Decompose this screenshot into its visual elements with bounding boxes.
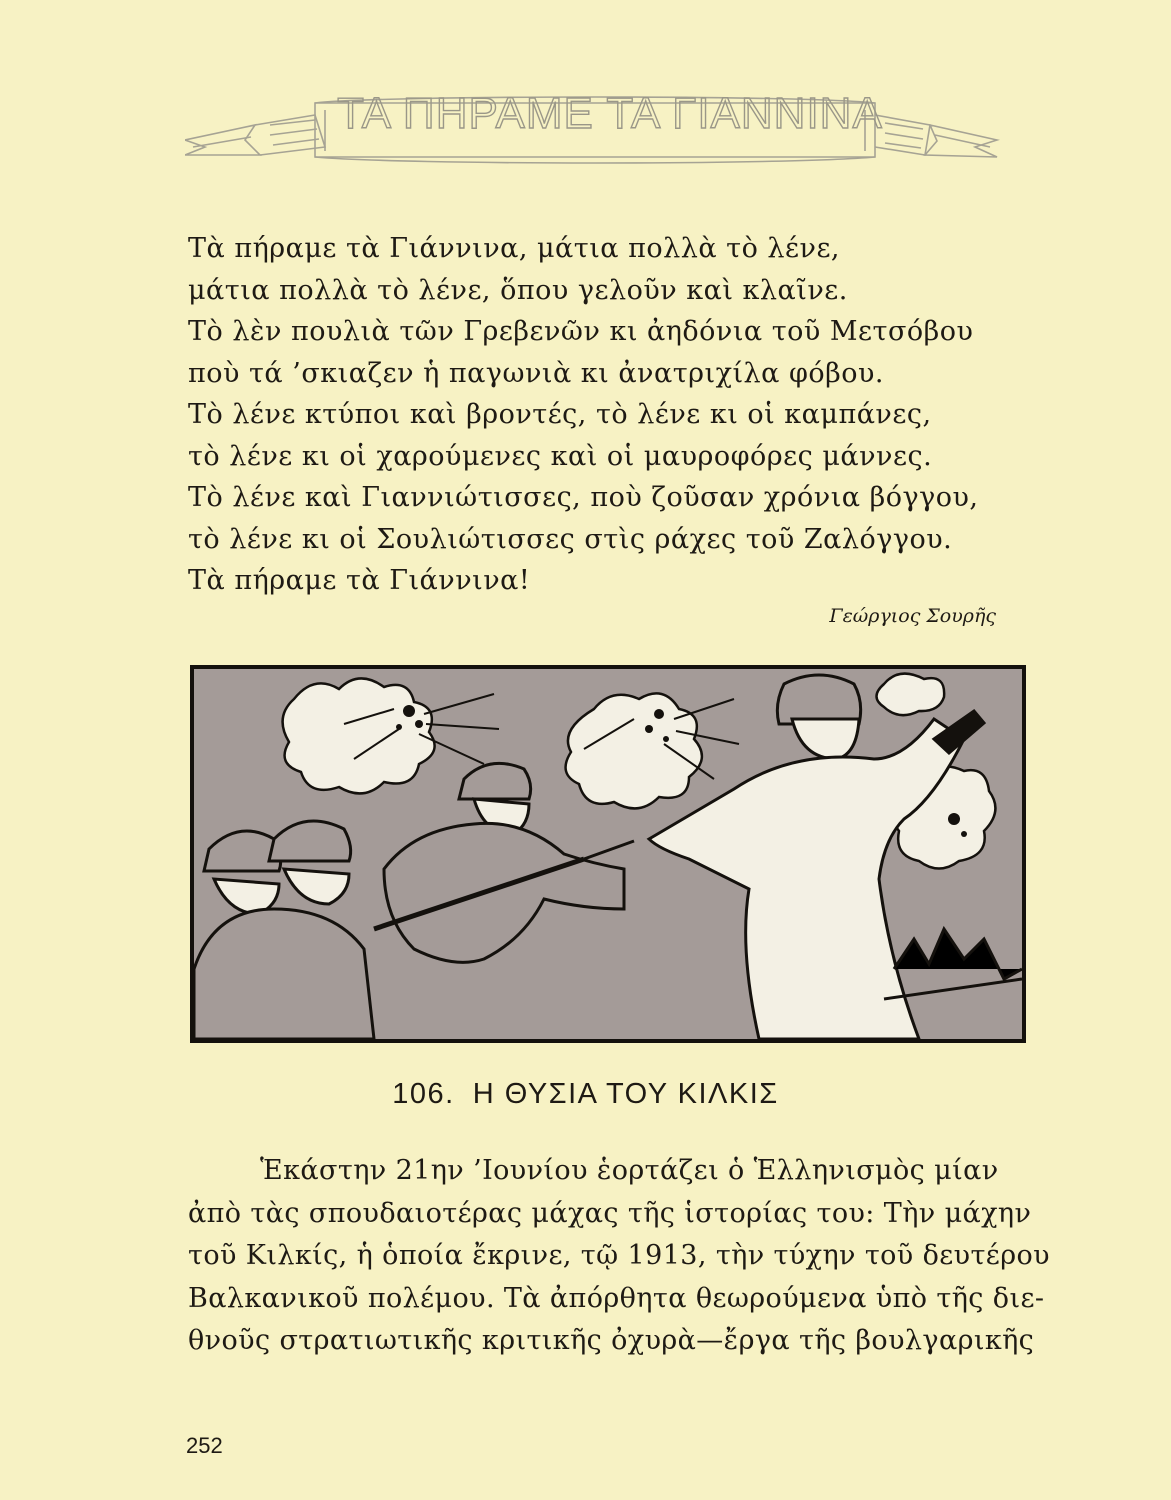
poem-line: τὸ λένε κι οἱ Σουλιώτισσες στὶς ράχες τοῦ Ζαλόγγου. <box>188 523 953 555</box>
body-line: Βαλκανικοῦ πολέμου. Τὰ ἀπόρθητα θεωρούμενα ὑπὸ τῆς διε- <box>188 1282 1045 1314</box>
body-line: Ἑκάστην 21ην ’Ιουνίου ἑορτάζει ὁ Ἑλληνισμὸς μίαν <box>260 1155 999 1186</box>
poem-line: Τὰ πήραμε τὰ Γιάννινα! <box>188 565 531 596</box>
body-line: τοῦ Κιλκίς, ἡ ὁποία ἔκρινε, τῷ 1913, τὴν τύχην τοῦ δευτέρου <box>188 1240 1050 1271</box>
soldiers-battle-illustration-icon <box>194 669 1022 1039</box>
body-paragraph <box>188 1150 1050 1363</box>
poem <box>188 228 1008 602</box>
section-heading <box>0 1078 1171 1111</box>
poem-line: μάτια πολλὰ τὸ λένε, ὅπου γελοῦν καὶ κλαῖνε. <box>188 274 848 306</box>
body-line: ἀπὸ τὰς σπουδαιοτέρας μάχας τῆς ἱστορίας του: Τὴν μάχην <box>188 1197 1032 1229</box>
poem-line: Τὰ πήραμε τὰ Γιάννινα, μάτια πολλὰ τὸ λένε, <box>188 233 841 264</box>
poem-line: Τὸ λένε κτύποι καὶ βροντές, τὸ λένε κι οἱ καμπάνες, <box>188 399 932 430</box>
body-line: θνοῦς στρατιωτικῆς κριτικῆς ὀχυρὰ—ἔργα τῆς βουλγαρικῆς <box>188 1325 1035 1356</box>
poem-line: Τὸ λὲν πουλιὰ τῶν Γρεβενῶν κι ἀηδόνια τοῦ Μετσόβου <box>188 316 974 347</box>
section-title: Η ΘΥΣΙΑ ΤΟΥ ΚΙΛΚΙΣ <box>472 1078 779 1110</box>
poem-line: ποὺ τά ’σκιαζεν ἡ παγωνιὰ κι ἀνατριχίλα φόβου. <box>188 357 884 389</box>
section-number: 106. <box>392 1078 455 1110</box>
poem-line: τὸ λένε κι οἱ χαρούμενες καὶ οἱ μαυροφόρες μάννες. <box>188 440 933 472</box>
poem-author: Γεώργιος Σουρῆς <box>829 605 996 627</box>
poem-line: Τὸ λένε καὶ Γιαννιώτισσες, ποὺ ζοῦσαν χρόνια βόγγου, <box>188 482 979 513</box>
ribbon-title: ΤΑ ΠΗΡΑΜΕ ΤΑ ΓΙΑΝΝΙΝΑ <box>337 89 883 138</box>
page-number: 252 <box>186 1433 223 1458</box>
battle-illustration <box>190 665 1026 1043</box>
